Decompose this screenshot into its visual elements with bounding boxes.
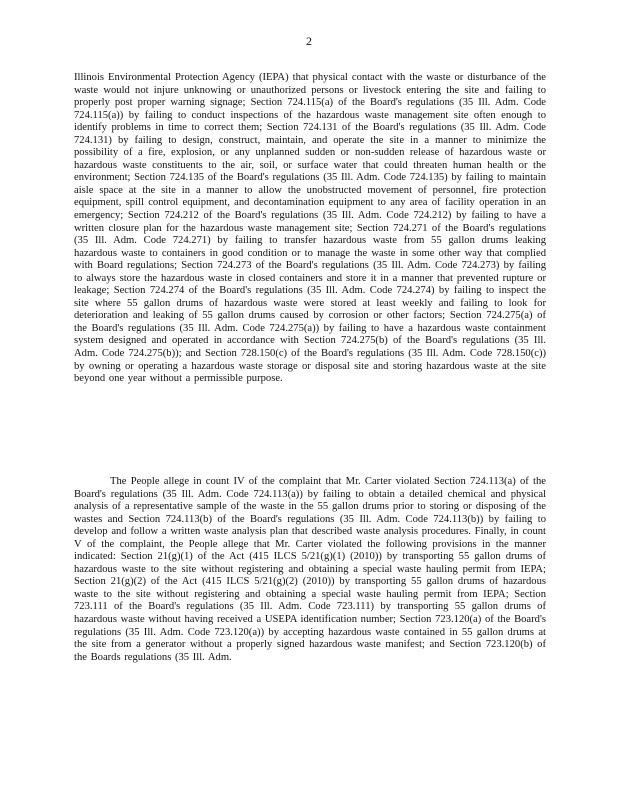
body-paragraph-2: The People allege in count IV of the complaint that Mr. Carter violated Section 724.113(a) of the Board's regulations (35 Ill. Adm. Code 724.113(a)) by failing to obtain a detailed chemical and physical analysis of a representative sample of the waste in the 55 gallon drums prior to storing or disposing of the wastes and Section 724.113(b) of the Board's regulations (35 Ill. Adm. Code 724.113(b)) by failing to develop and follow a written waste analysis plan that described waste analysis procedures. Finally, in count V of the complaint, the People allege that Mr. Carter violated the following provisions in the manner indicated: Section 21(g)(1) of the Act (415 ILCS 5/21(g)(1) (2010)) by transporting 55 gallon drums of hazardous waste to the site without registering and obtaining a special waste hauling permit from IEPA; Section 21(g)(2) of the Act (415 ILCS 5/21(g)(2) (2010)) by transporting 55 gallon drums of hazardous waste to the site without registering and obtaining a special waste hauling permit from IEPA; Section 723.111 of the Board's regulations (35 Ill. Adm. Code 723.111) by transporting 55 gallon drums of hazardous waste without having received a USEPA identification number; Section 723.120(a) of the Board's regulations (35 Ill. Adm. Code 723.120(a)) by accepting hazardous waste contained in 55 gallon drums at the site from a generator without a properly signed hazardous waste manifest; and Section 723.120(b) of the Boards regulations (35 Ill. Adm.	[74, 476, 546, 663]
body-paragraph-1: Illinois Environmental Protection Agency (IEPA) that physical contact with the waste or disturbance of the waste would not injure unknowing or unauthorized persons or livestock entering the site and failing to properly post proper warning signage; Section 724.115(a) of the Board's regulations (35 Ill. Adm. Code 724.115(a)) by failing to conduct inspections of the hazardous waste management site often enough to identify problems in time to correct them; Section 724.131 of the Board's regulations (35 Ill. Adm. Code 724.131) by failing to design, construct, maintain, and operate the site in a manner to minimize the possibility of a fire, explosion, or any unplanned sudden or non-sudden release of hazardous waste or hazardous waste constituents to the air, soil, or surface water that could threaten human health or the environment; Section 724.135 of the Board's regulations (35 Ill. Adm. Code 724.135) by failing to maintain aisle space at the site in a manner to allow the unobstructed movement of personnel, fire protection equipment, spill control equipment, and decontamination equipment to any area of facility operation in an emergency; Section 724.212 of the Board's regulations (35 Ill. Adm. Code 724.212) by failing to have a written closure plan for the hazardous waste management site; Section 724.271 of the Board's regulations (35 Ill. Adm. Code 724.271) by failing to transfer hazardous waste from 55 gallon drums leaking hazardous waste to containers in good condition or to manage the waste in some other way that complied with Board regulations; Section 724.273 of the Board's regulations (35 Ill. Adm. Code 724.273) by failing to always store the hazardous waste in closed containers and store it in a manner that prevented rupture or leakage; Section 724.274 of the Board's regulations (35 Ill. Adm. Code 724.274) by failing to inspect the site where 55 gallon drums of hazardous waste were stored at least weekly and failing to look for deterioration and leaking of 55 gallon drums caused by corrosion or other factors; Section 724.275(a) of the Board's regulations (35 Ill. Adm. Code 724.275(a)) by failing to have a hazardous waste containment system designed and operated in accordance with Section 724.275(b) of the Board's regulations (35 Ill. Adm. Code 724.275(b)); and Section 728.150(c) of the Board's regulations (35 Ill. Adm. Code 728.150(c)) by owning or operating a hazardous waste storage or disposal site and storing hazardous waste at the site beyond one year without a permissible purpose.	[74, 72, 546, 385]
page-number: 2	[306, 34, 312, 48]
